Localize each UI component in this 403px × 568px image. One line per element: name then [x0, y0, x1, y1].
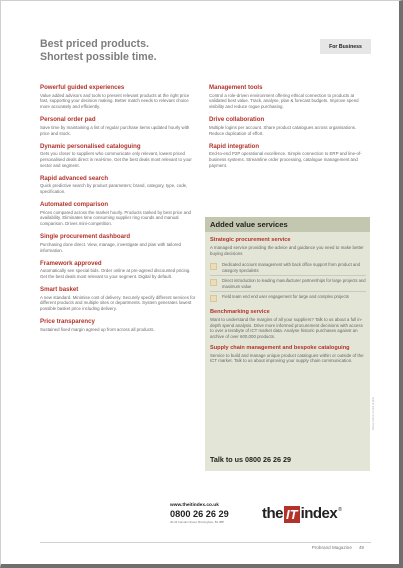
footer-divider: [40, 542, 371, 543]
bullet-square-icon: [210, 295, 217, 302]
bullet-text: Field team end end user engagement for large and complex projects: [222, 294, 349, 299]
feature-item: [40, 116, 196, 136]
registered-mark: ®: [338, 507, 342, 513]
feature-title: Framework approved: [40, 259, 102, 267]
list-item: [210, 260, 366, 276]
for-business-badge: For Business: [320, 39, 371, 54]
supply-chain-section: [205, 345, 370, 364]
strategic-procurement-section: [205, 237, 370, 304]
contact-block: [170, 503, 270, 524]
feature-body: Gets you closer to suppliers who communicate only relevant, lowest priced personalised deals direct in real-time. Get the best deals most relevant to your sector and segment.: [40, 151, 192, 168]
left-feature-column: [40, 84, 196, 339]
page-number: 49: [358, 545, 364, 550]
bullet-text: Dedicated account management with back office support from product and category specialists: [222, 262, 360, 273]
feature-title: Single procurement dashboard: [40, 233, 131, 241]
feature-title: Personal order pad: [40, 116, 96, 124]
page-footer: [312, 545, 364, 550]
avs-title: Added value services: [205, 217, 370, 232]
feature-body: Value added advisors and tools to present relevant products at the right price fast, supporting your decision making. Better match needs to relevant choice more accurately and efficiently.: [40, 92, 190, 110]
feature-item: [209, 116, 371, 136]
feature-title: Management tools: [209, 84, 263, 91]
website-url: www.theitindex.co.uk: [170, 503, 219, 508]
headline-line-1: Best priced products.: [40, 38, 149, 50]
magazine-name: Probrand Magazine: [311, 545, 352, 550]
added-value-services-panel: [205, 217, 370, 471]
bullet-square-icon: [210, 279, 217, 286]
phone-number: 0800 26 26 29: [170, 509, 229, 519]
avs-phone-cta: Talk to us 0800 26 26 29: [210, 455, 291, 464]
postal-address: 40-43 Camden Street, Birmingham, B1 3BP: [170, 520, 225, 524]
bullet-square-icon: [210, 263, 217, 270]
feature-title: Smart basket: [40, 286, 79, 294]
logo-text-pre: the: [262, 505, 283, 522]
logo-text-post: index: [300, 505, 338, 522]
avs-subheading: Strategic procurement service: [210, 237, 291, 243]
feature-title: Price transparency: [40, 318, 95, 326]
feature-item: [209, 84, 371, 110]
feature-title: Automated comparison: [40, 201, 109, 209]
feature-title: Rapid integration: [209, 142, 260, 150]
the-it-index-logo: [262, 505, 342, 523]
service-bullet-list: [210, 260, 366, 304]
feature-body: Automatically see special bids. Order online at pre-agreed discounted pricing. Get the best deals most relevant to your segment. Digital by default.: [40, 268, 191, 280]
feature-body: Save time by maintaining a list of regular purchase items updated hourly with price and stock.: [40, 124, 190, 136]
feature-item: [40, 286, 196, 312]
feature-item: [40, 143, 196, 169]
avs-text: Want to understand the margins of all your suppliers? Talk to us about a full in-depth spend analysis. Drive more informed procurement decisions with access to over a terabyte of ICT market data. Analyse historic purchases against an archive of over 600,000 products.: [210, 317, 363, 339]
avs-subheading: Benchmarking service: [210, 309, 270, 315]
feature-body: Control a role-driven environment offering ethical connection to products at validated best value. Track, analyse, plan & forecast budgets. Improve spend visibility and reduce rogue purchasing.: [209, 92, 359, 110]
right-feature-column: [209, 84, 371, 175]
feature-item: [40, 260, 196, 280]
feature-body: Quick predictive search by product parameters; brand, category, type, code, specification.: [40, 183, 188, 195]
feature-item: [40, 233, 196, 253]
feature-item: [40, 318, 196, 332]
bullet-text: Direct introduction to leading manufacturer partnerships for large projects and maximum value: [222, 278, 366, 289]
list-item: [210, 276, 366, 292]
avs-subheading: Supply chain management and bespoke cataloguing: [210, 344, 350, 351]
feature-body: A new standard. Minimise cost of delivery. Securely specify different services for different products and multiple sites or departments. System generates lowest possible basket price including delivery.: [40, 294, 196, 312]
feature-item: [40, 201, 196, 227]
list-item: [210, 292, 366, 304]
feature-item: [209, 143, 371, 169]
page-headline: [40, 38, 290, 63]
feature-body: Purchasing done direct. View, manage, investigate and plan with tailored information.: [40, 241, 181, 253]
avs-text: A managed service providing the advice and guidance you need to make better buying decisions: [210, 245, 364, 256]
feature-body: Sustained fixed margin agreed up front across all products.: [40, 326, 155, 332]
feature-title: Powerful guided experiences: [40, 84, 125, 91]
feature-item: [40, 175, 196, 195]
feature-title: Drive collaboration: [209, 116, 265, 124]
avs-text: Service to build and manage unique product catalogues within or outside of the ICT market. Talk to us about improving your supply chain communication.: [210, 352, 364, 364]
feature-item: [40, 84, 196, 110]
headline-line-2: Shortest possible time.: [40, 50, 157, 63]
feature-title: Dynamic personalised cataloguing: [40, 142, 141, 150]
feature-title: Rapid advanced search: [40, 174, 109, 182]
feature-body: End-to-end P2P operational excellence. Simple connection to ERP and line-of-business systems. Streamline order processing, catalogue management and payment.: [209, 151, 362, 168]
logo-text-it: IT: [286, 506, 298, 522]
benchmarking-section: [205, 309, 370, 340]
feature-body: Multiple logins per account. Share product catalogues across organisations. Reduce duplication of effort.: [209, 124, 357, 136]
vertical-disclaimer: Prices correct at time of print: [372, 396, 375, 430]
feature-body: Prices compared across the market hourly. Products ranked by best price and availability. Eliminates time consuming supplier ring rounds and manual comparison. Drives mini-competition.: [40, 209, 191, 227]
